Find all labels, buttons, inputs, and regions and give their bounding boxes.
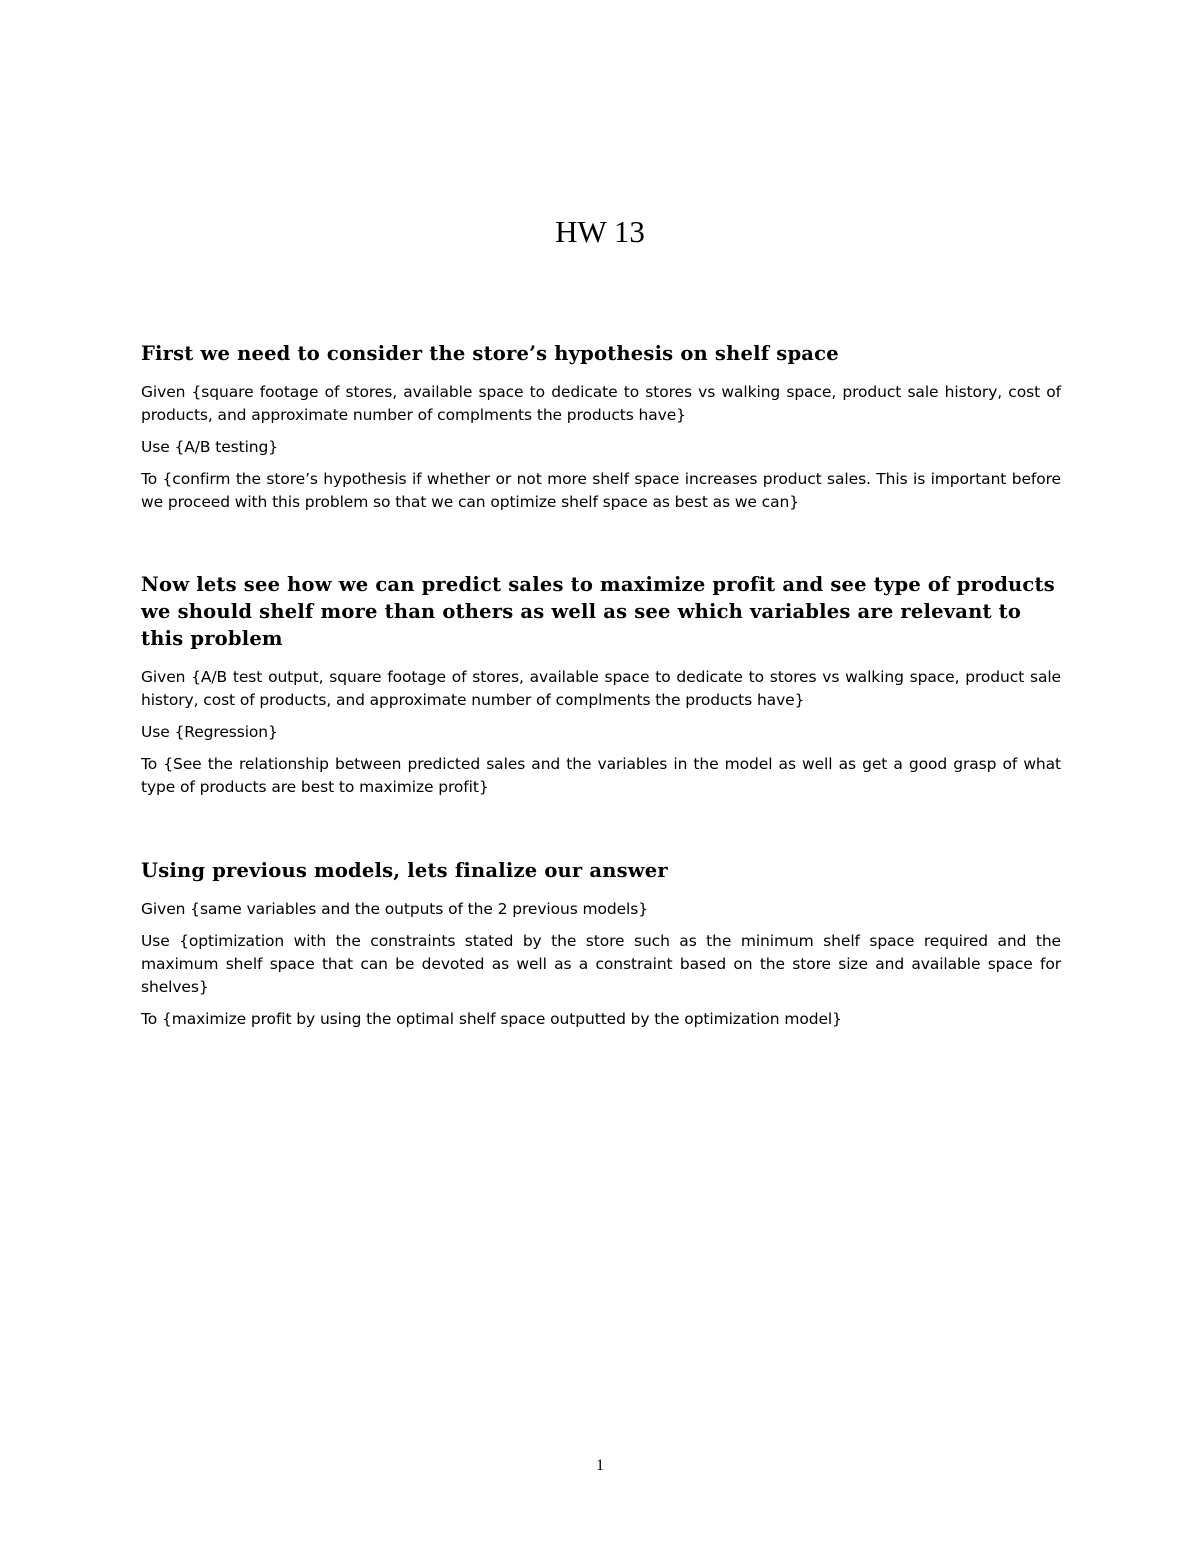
given-paragraph: Given {A/B test output, square footage of stores, available space to dedicate to stores vs walking space, product sale history, cost of products, and approximate number of complments the products have} [141, 668, 1061, 709]
document-title: HW 13 [555, 214, 645, 249]
use-paragraph: Use {optimization with the constraints stated by the store such as the minimum shelf space required and the maximum shelf space that can be devoted as well as a constraint based on the store size and available space for shelves} [141, 932, 1061, 996]
given-paragraph: Given {square footage of stores, available space to dedicate to stores vs walking space, product sale history, cost of products, and approximate number of complments the products have} [141, 383, 1061, 424]
to-paragraph: To {confirm the store’s hypothesis if whether or not more shelf space increases product sales. This is important before we proceed with this problem so that we can optimize shelf space as best as we can} [141, 470, 1061, 511]
section-prediction [141, 571, 1061, 808]
section-hypothesis [141, 340, 1061, 523]
to-paragraph: To {See the relationship between predicted sales and the variables in the model as well as get a good grasp of what type of products are best to maximize profit} [141, 755, 1061, 796]
page-number: 1 [596, 1457, 604, 1474]
section-heading: Now lets see how we can predict sales to maximize profit and see type of products we should shelf more than others as well as see which variables are relevant to this problem [141, 573, 1055, 650]
section-optimization [141, 857, 1061, 1040]
use-paragraph: Use {A/B testing} [141, 438, 279, 456]
to-paragraph: To {maximize profit by using the optimal shelf space outputted by the optimization model} [141, 1010, 842, 1028]
section-heading: First we need to consider the store’s hypothesis on shelf space [141, 342, 839, 365]
section-heading: Using previous models, lets finalize our answer [141, 859, 668, 882]
use-paragraph: Use {Regression} [141, 723, 278, 741]
given-paragraph: Given {same variables and the outputs of the 2 previous models} [141, 900, 649, 918]
